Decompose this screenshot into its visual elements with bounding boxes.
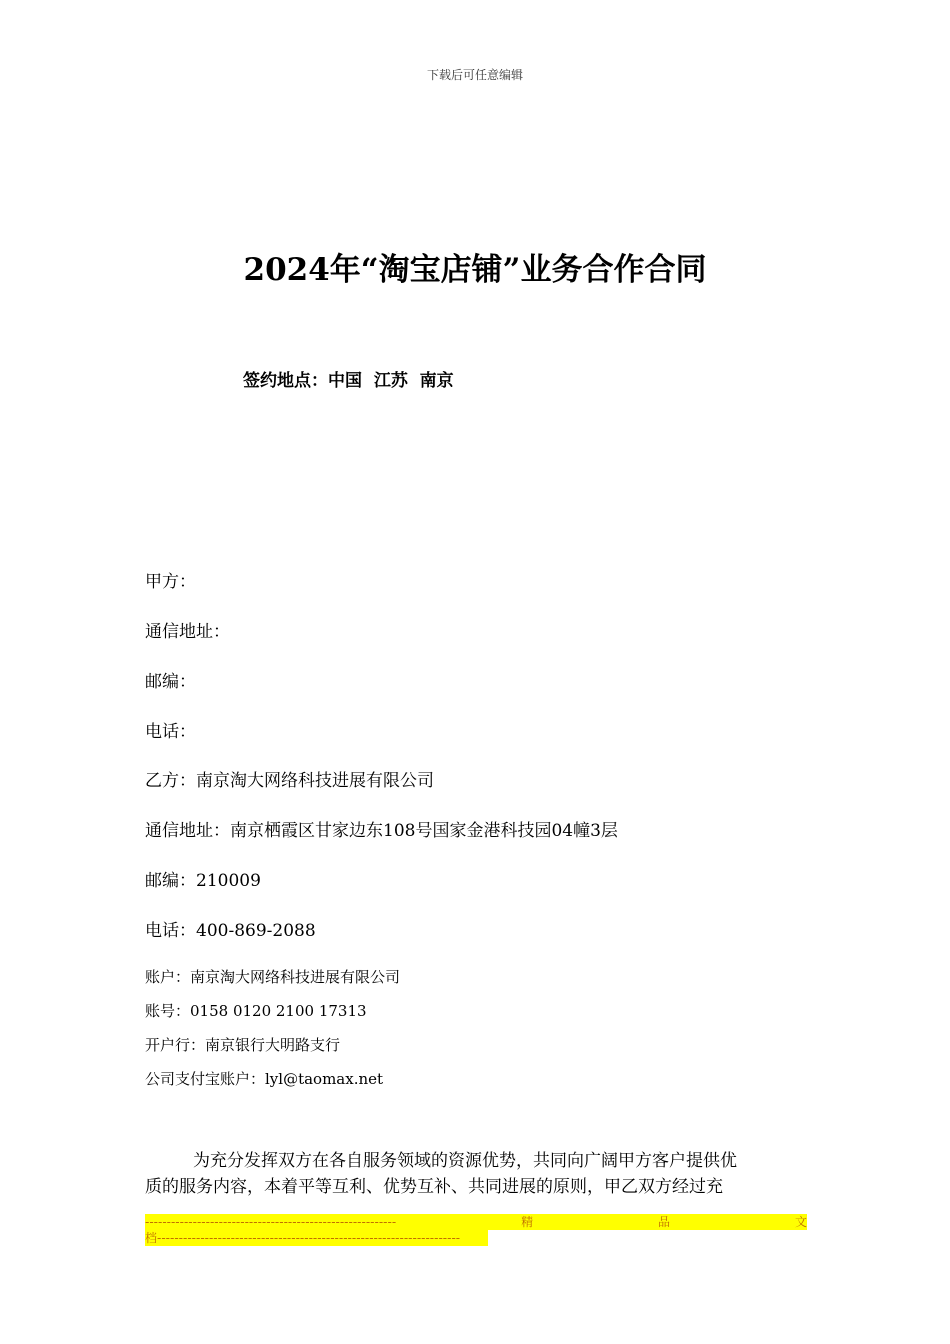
footer-char-2: 品 bbox=[658, 1215, 671, 1229]
footer-row-1 bbox=[145, 1214, 807, 1230]
intro-line-1: 为充分发挥双方在各自服务领域的资源优势，共同向广阔甲方客户提供优 bbox=[193, 1151, 737, 1171]
bank-account-name: 账户：南京淘大网络科技进展有限公司 bbox=[145, 968, 401, 986]
party-b-phone: 电话：400-869-2088 bbox=[145, 921, 316, 941]
signing-place: 签约地点：中国 江苏 南京 bbox=[243, 371, 454, 391]
bank-branch: 开户行：南京银行大明路支行 bbox=[145, 1036, 341, 1054]
bank-account-number: 账号：0158 0120 2100 17313 bbox=[145, 1002, 367, 1020]
intro-paragraph bbox=[145, 1148, 807, 1200]
footer-banner bbox=[145, 1214, 807, 1250]
party-b-name: 乙方：南京淘大网络科技进展有限公司 bbox=[145, 771, 434, 791]
footer-dashes-right: ---------------------------------------------------------------------- bbox=[157, 1231, 461, 1245]
intro-line-2: 质的服务内容，本着平等互利、优势互补、共同进展的原则，甲乙双方经过充 bbox=[145, 1177, 723, 1197]
party-b-postcode: 邮编：210009 bbox=[145, 871, 261, 891]
party-b-address: 通信地址：南京栖霞区甘家边东108号国家金港科技园04幢3层 bbox=[145, 821, 618, 841]
party-a-postcode: 邮编： bbox=[145, 672, 196, 692]
party-a-name: 甲方： bbox=[145, 572, 196, 592]
footer-char-1: 精 bbox=[521, 1215, 534, 1229]
document-title: 2024年“淘宝店铺”业务合作合同 bbox=[243, 252, 707, 288]
footer-dashes-left: ---------------------------------------------------------- bbox=[145, 1215, 397, 1229]
footer-row-2 bbox=[145, 1230, 488, 1246]
alipay-account: 公司支付宝账户：lyl@taomax.net bbox=[145, 1070, 384, 1088]
footer-char-3: 文 bbox=[794, 1215, 807, 1229]
party-a-phone: 电话： bbox=[145, 722, 196, 742]
footer-char-4: 档 bbox=[145, 1231, 158, 1245]
page-header: 下载后可任意编辑 bbox=[426, 68, 523, 82]
party-a-address: 通信地址： bbox=[145, 622, 230, 642]
